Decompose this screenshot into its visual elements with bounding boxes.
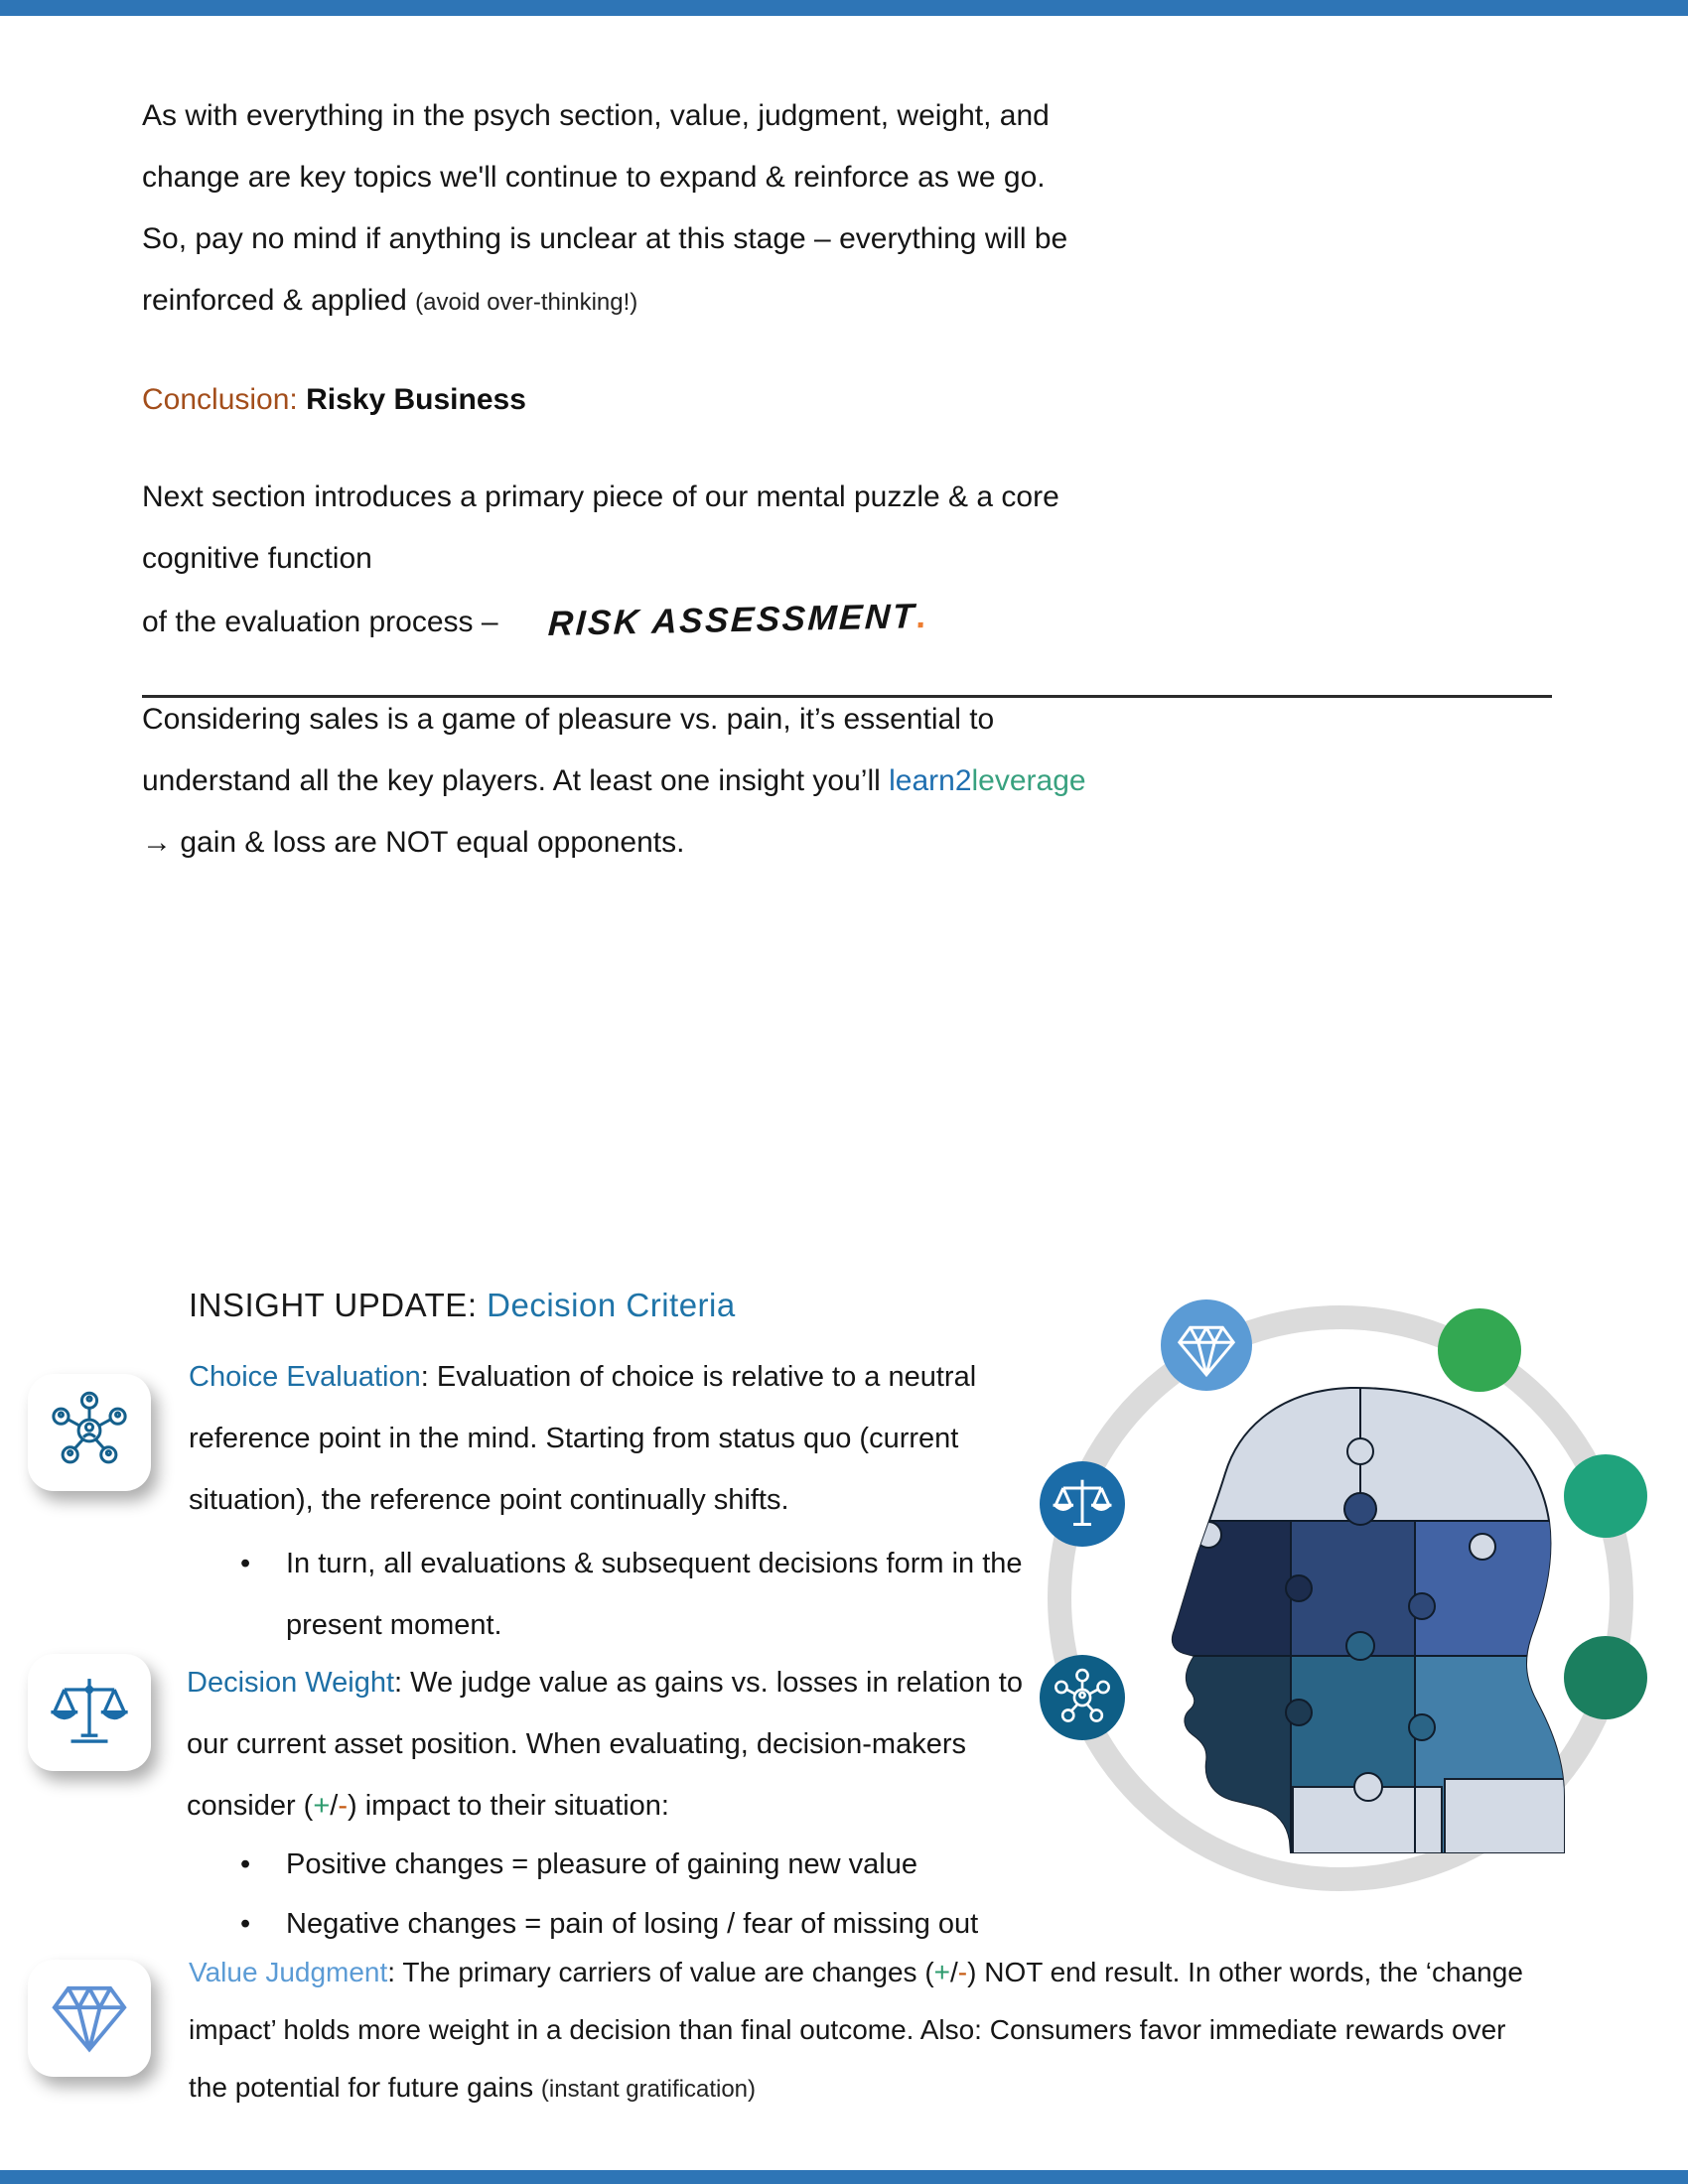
choice-evaluation-label: Choice Evaluation — [189, 1361, 421, 1393]
learn2leverage-link-green[interactable]: leverage — [971, 764, 1086, 797]
intro-paragraph-3-post: gain & loss are NOT equal opponents. — [180, 826, 685, 859]
decision-weight-text2: ) impact to their situation: — [348, 1790, 669, 1822]
dark-green-dot-badge — [1564, 1636, 1647, 1719]
intro-paragraph-2 — [142, 467, 1090, 653]
choice-evaluation-paragraph — [189, 1346, 1062, 1531]
bullet-marker: • — [240, 1848, 251, 1880]
horizontal-divider — [142, 695, 1552, 698]
value-judgment-note: (instant gratification) — [540, 2076, 756, 2103]
plus-sign: + — [313, 1790, 331, 1822]
intro-paragraph-1-text: As with everything in the psych section, value, judgment, weight, and change are key topics we'll continue to expand & reinforce as we go. So, pay no mind if anything is unclear at this stage – everything will be reinforced & applied — [142, 99, 1068, 317]
intro-paragraph-1 — [142, 85, 1090, 334]
decision-weight-label: Decision Weight — [187, 1667, 395, 1699]
learn2leverage-link-blue[interactable]: learn2 — [889, 764, 972, 797]
bullet-text: Positive changes = pleasure of gaining new value — [286, 1848, 918, 1880]
teal-dot-badge — [1564, 1454, 1647, 1538]
intro-paragraph-2-line1: Next section introduces a primary piece of our mental puzzle & a core cognitive function — [142, 480, 1059, 575]
decision-weight-paragraph — [187, 1652, 1060, 1837]
value-judgment-paragraph — [189, 1944, 1524, 2118]
bullet-marker: • — [240, 1548, 251, 1579]
risk-assessment-period: . — [914, 596, 929, 636]
intro-section — [142, 85, 1090, 909]
scales-badge — [1040, 1461, 1125, 1547]
intro-paragraph-3-pre: Considering sales is a game of pleasure vs. pain, it’s essential to understand all the key players. At least one insight you’ll — [142, 703, 995, 797]
network-people-card — [28, 1374, 151, 1491]
bullet-text: In turn, all evaluations & subsequent decisions form in the present moment. — [286, 1548, 1023, 1641]
insight-update-heading — [189, 1287, 736, 1324]
conclusion-label: Conclusion: — [142, 383, 298, 416]
bullet-text: Negative changes = pain of losing / fear of missing out — [286, 1908, 979, 1940]
conclusion-title: Risky Business — [297, 383, 526, 416]
insight-update-label: INSIGHT UPDATE: — [189, 1287, 478, 1323]
diamond-icon — [46, 1973, 133, 2065]
network-badge — [1040, 1655, 1125, 1740]
scales-card — [28, 1654, 151, 1771]
network-people-icon — [48, 1389, 131, 1477]
arrow-glyph: → — [142, 826, 181, 859]
page-bottom-border — [0, 2170, 1688, 2184]
page-top-border — [0, 0, 1688, 16]
choice-bullet-list — [240, 1533, 1035, 1656]
value-judgment-text2: ) NOT end result. In other words, the ‘change impact’ holds more weight in a decision than final outcome. Also: Consumers favor immediate rewards over the potential for future gains — [189, 1957, 1523, 2103]
risk-assessment-handwritten — [546, 586, 929, 655]
risk-assessment-text: RISK ASSESSMENT — [547, 597, 917, 644]
decision-weight-text1: : We judge value as gains vs. losses in relation to our current asset position. When evaluating, decision-makers consider ( — [187, 1667, 1023, 1822]
choice-evaluation-text: : Evaluation of choice is relative to a neutral reference point in the mind. Starting from status quo (current situation), the reference point continually shifts. — [189, 1361, 977, 1516]
scales-icon — [48, 1669, 131, 1757]
value-judgment-text1: : The primary carriers of value are changes ( — [387, 1957, 934, 1987]
green-dot-badge — [1438, 1308, 1521, 1392]
bullet-marker: • — [240, 1908, 251, 1940]
value-judgment-label: Value Judgment — [189, 1957, 388, 1987]
list-item — [240, 1835, 1074, 1894]
list-item — [240, 1533, 1035, 1656]
puzzle-head — [1132, 1388, 1594, 1856]
intro-paragraph-3 — [142, 689, 1090, 874]
slash-sign: / — [950, 1957, 958, 1987]
plus-sign: + — [933, 1957, 951, 1987]
minus-sign: - — [957, 1957, 968, 1987]
minus-sign: - — [338, 1790, 348, 1822]
slash-sign: / — [330, 1790, 339, 1822]
intro-paragraph-1-note: (avoid over-thinking!) — [415, 289, 638, 316]
diamond-badge — [1161, 1299, 1252, 1391]
decision-criteria-label: Decision Criteria — [477, 1287, 736, 1323]
intro-paragraph-2-line2: of the evaluation process – — [142, 606, 506, 638]
diamond-card — [28, 1960, 151, 2077]
puzzle-head-illustration — [1023, 1253, 1674, 1948]
decision-bullet-list — [240, 1835, 1074, 1954]
conclusion-heading — [142, 369, 1090, 431]
